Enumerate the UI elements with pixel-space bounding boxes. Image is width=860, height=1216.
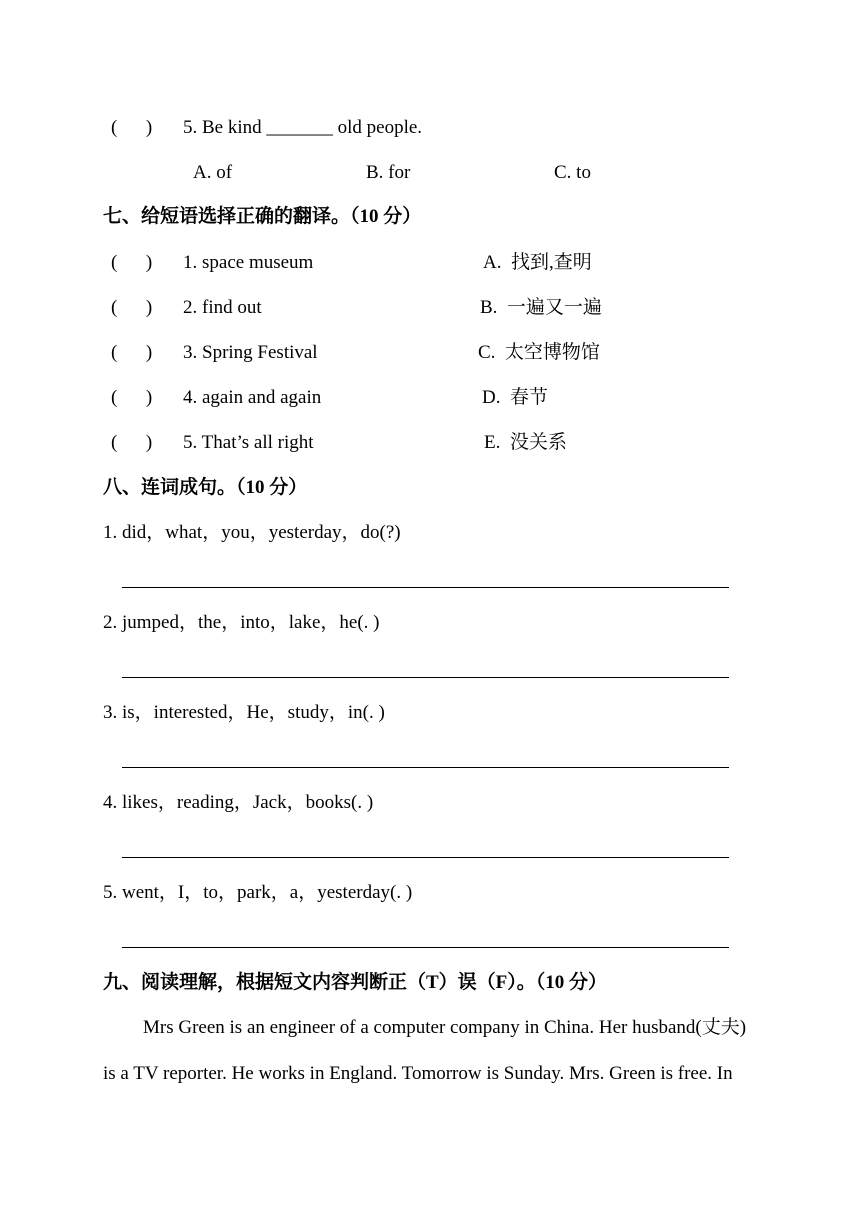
phrase-item: 1. space museum xyxy=(183,252,314,273)
scrambled-sentence: 1. did，what，you，yesterday，do(?) xyxy=(103,522,401,543)
phrase-item: 4. again and again xyxy=(183,387,322,408)
scrambled-sentence: 4. likes，reading，Jack，books(. ) xyxy=(103,792,374,813)
scrambled-sentence: 3. is，interested，He，study，in(. ) xyxy=(103,702,385,723)
option-b: B. for xyxy=(366,162,411,183)
option-a: A. of xyxy=(193,162,233,183)
passage-line: is a TV reporter. He works in England. Tomorrow is Sunday. Mrs. Green is free. In xyxy=(103,1063,733,1084)
section-heading-8: 八、连词成句。（10 分） xyxy=(103,477,308,498)
answer-line[interactable] xyxy=(122,857,729,858)
answer-paren: ( ) xyxy=(111,117,153,138)
translation-choice: E. 没关系 xyxy=(484,432,567,453)
section-heading-7: 七、给短语选择正确的翻译。（10 分） xyxy=(103,206,422,227)
section-heading-9: 九、阅读理解，根据短文内容判断正（T）误（F）。（10 分） xyxy=(103,972,608,993)
phrase-item: 5. That’s all right xyxy=(183,432,314,453)
answer-line[interactable] xyxy=(122,677,729,678)
translation-choice: B. 一遍又一遍 xyxy=(480,297,602,318)
question-stem: 5. Be kind _______ old people. xyxy=(183,117,423,138)
answer-paren: ( ) xyxy=(111,432,153,453)
scrambled-sentence: 5. went，I，to，park，a，yesterday(. ) xyxy=(103,882,413,903)
scrambled-sentence: 2. jumped，the，into，lake，he(. ) xyxy=(103,612,380,633)
translation-choice: D. 春节 xyxy=(482,387,548,408)
translation-choice: A. 找到,查明 xyxy=(483,252,592,273)
answer-paren: ( ) xyxy=(111,297,153,318)
phrase-item: 2. find out xyxy=(183,297,262,318)
translation-choice: C. 太空博物馆 xyxy=(478,342,600,363)
answer-line[interactable] xyxy=(122,587,729,588)
answer-paren: ( ) xyxy=(111,387,153,408)
passage-line: Mrs Green is an engineer of a computer company in China. Her husband(丈夫) xyxy=(143,1017,747,1038)
answer-line[interactable] xyxy=(122,767,729,768)
phrase-item: 3. Spring Festival xyxy=(183,342,318,363)
option-c: C. to xyxy=(554,162,591,183)
answer-paren: ( ) xyxy=(111,342,153,363)
answer-line[interactable] xyxy=(122,947,729,948)
answer-paren: ( ) xyxy=(111,252,153,273)
